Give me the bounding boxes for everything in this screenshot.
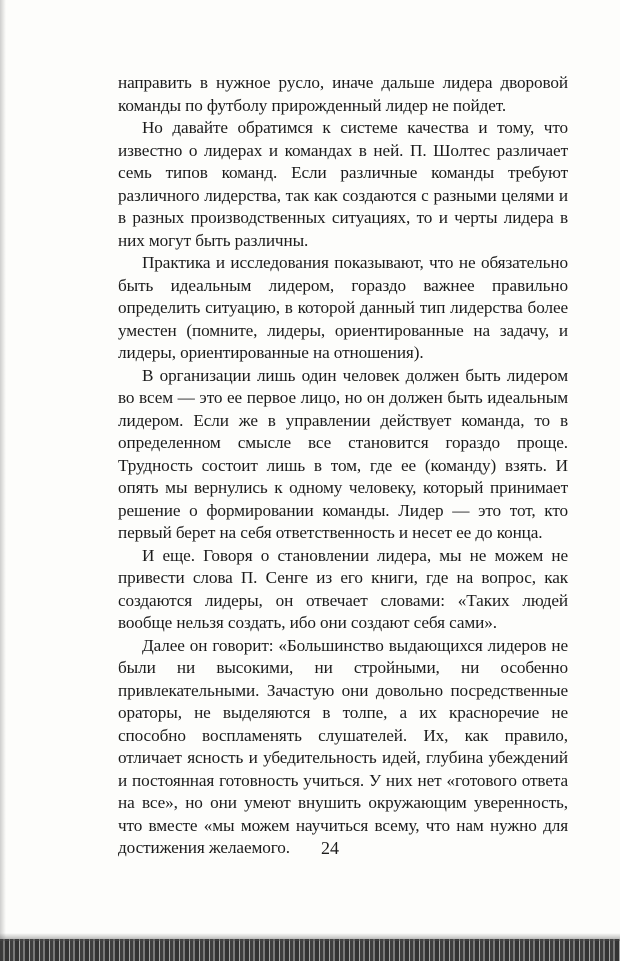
paragraph-6: Далее он говорит: «Большинство выдающихся лидеров не были ни высокими, ни стройными, ни особенно привлекательными. Зачастую они довольно посредственные ораторы, не выделяются в толпе, а их красноречие не способно воспламенять слушателей. Их, как правило, отличает ясность и убедительность идей, глубина убеждений и постоянная готовность учиться. У них нет «готового ответа на все», но они умеют внушить окружающим уверенность, что вместе «мы можем научиться всему, что нам нужно для достижения желаемого.: [118, 635, 568, 857]
paragraph-3: Практика и исследования показывают, что не обязательно быть идеальным лидером, гораздо важнее правильно определить ситуацию, в которой данный тип лидерства более уместен (помните, лидеры, ориентированные на задачу, и лидеры, ориентированные на отношения).: [118, 253, 568, 362]
paragraph-1: направить в нужное русло, иначе дальше лидера дворовой команды по футболу прирожденный лидер не пойдет.: [118, 73, 568, 115]
paragraph-4: В организации лишь один человек должен быть лидером во всем — это ее первое лицо, но он должен быть идеальным лидером. Если же в управлении действует команда, то в определенном смысле все становится гораздо проще. Трудность состоит лишь в том, где ее (команду) взять. И опять мы вернулись к одному человеку, который принимает решение о формировании команды. Лидер — это тот, кто первый берет на себя ответственность и несет ее до конца.: [118, 365, 568, 542]
page-number: 24: [321, 838, 339, 858]
paragraph-2: Но давайте обратимся к системе качества и тому, что известно о лидерах и командах в ней. П. Шолтес различает семь типов команд. Если различные команды требуют различного лидерства, так как создаются с разными целями и в разных производственных ситуациях, то и черты лидера в них могут быть различны.: [118, 118, 568, 250]
paragraph-5: И еще. Говоря о становлении лидера, мы не можем не привести слова П. Сенге из его книги, где на вопрос, как создаются лидеры, он отвечает словами: «Таких людей вообще нельзя создать, ибо они создают себя сами».: [118, 545, 568, 632]
scan-edge-bottom: [0, 939, 620, 961]
scan-shadow-left: [0, 0, 6, 961]
body-text: [118, 72, 568, 860]
